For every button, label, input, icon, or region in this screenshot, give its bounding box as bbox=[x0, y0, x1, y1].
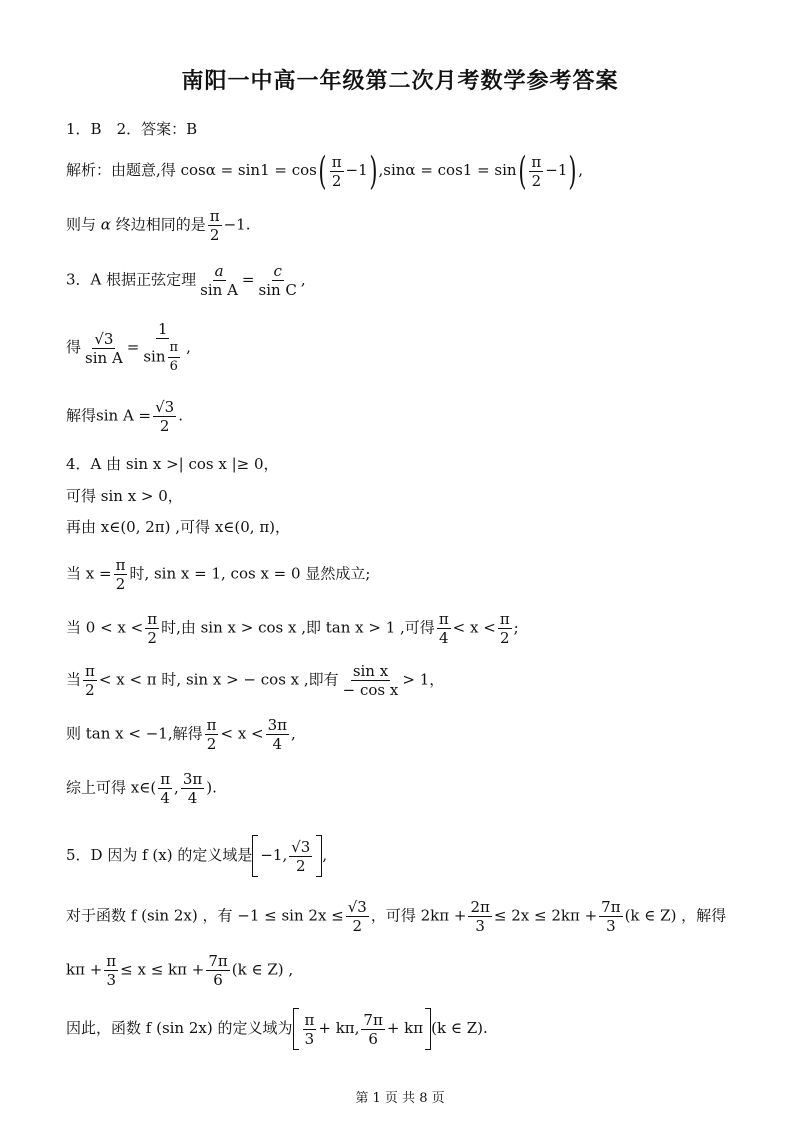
fraction: $\frac{\pi}{4}$ bbox=[438, 610, 449, 647]
fraction: $\frac{\pi}{2}$ bbox=[331, 152, 342, 190]
fraction: $\frac{\pi}{2}$ bbox=[209, 207, 220, 244]
fraction: $\frac{\pi}{6}$ bbox=[169, 340, 179, 374]
fraction: $\frac{\pi}{2}$ bbox=[206, 716, 217, 753]
q4-line-4: 当 x = $\frac{\pi}{2}$ 时, sin x = 1, cos x = 0 显然成立; bbox=[66, 556, 371, 593]
q5-line-4: 因此，函数 f (sin 2x) 的定义域为 $\frac{\pi}{3}$ + kπ, $\frac{7\pi}{6}$ + kπ (k ∈ Z). bbox=[66, 1008, 488, 1050]
page-footer: 第 1 页 共 8 页 bbox=[355, 1091, 445, 1106]
fraction: 1 sin $\frac{\pi}{6}$ bbox=[143, 320, 179, 374]
q4-line-7: 则 tan x < −1,解得 $\frac{\pi}{2}$ < x < $\frac{3\pi}{4}$ , bbox=[66, 716, 296, 753]
fraction: $\frac{\pi}{2}$ bbox=[85, 662, 95, 699]
q3-line-1: 3．A 根据正弦定理 $\frac{a}{\text{sin A}}$ = $\frac{c}{\text{sin C}}$ , bbox=[66, 262, 306, 299]
fraction: $\frac{c}{\text{sin C}}$ bbox=[258, 262, 297, 299]
fraction: $\frac{\pi}{2}$ bbox=[115, 556, 126, 593]
q4-line-1: 4．A 由 sin x >| cos x |≥ 0， bbox=[66, 455, 279, 473]
q4-line-5: 当 0 < x < $\frac{\pi}{2}$ 时,由 sin x > cos x ,即 tan x > 1 ,可得 $\frac{\pi}{4}$ < x < $\frac{\pi}{2}$ ; bbox=[66, 610, 519, 647]
fraction: $\frac{3\pi}{4}$ bbox=[267, 716, 288, 753]
q5-line-1: 5．D 因为 f (x) 的定义域是 −1, $\frac{√3}{2}$ , bbox=[66, 835, 327, 877]
q4-line-3: 再由 x∈(0, 2π) ,可得 x∈(0, π)， bbox=[66, 518, 291, 536]
fraction: $\frac{√3}{2}$ bbox=[155, 398, 175, 435]
fraction: $\frac{\text{sin x}}{\text{− cos x}}$ bbox=[342, 662, 399, 699]
fraction: $\frac{7\pi}{3}$ bbox=[601, 898, 621, 935]
fraction: $\frac{\pi}{3}$ bbox=[106, 952, 117, 989]
fraction: $\frac{a}{\text{sin A}}$ bbox=[200, 262, 238, 299]
fraction: $\frac{\pi}{4}$ bbox=[160, 770, 171, 807]
q2-conclusion-line: 则与 α 终边相同的是 $\frac{\pi}{2}$ −1. bbox=[66, 207, 251, 244]
fraction: $\frac{2\pi}{3}$ bbox=[470, 898, 490, 935]
q3-line-3: 解得sin A = $\frac{√3}{2}$ . bbox=[66, 398, 183, 435]
q4-line-8: 综上可得 x∈( $\frac{\pi}{4}$ , $\frac{3\pi}{4}$ ). bbox=[66, 770, 217, 807]
q3-line-2: 得 $\frac{√3}{\text{sin A}}$ = 1 sin $\frac{\pi}{6}$ , bbox=[66, 320, 191, 374]
q5-line-2: 对于函数 f (sin 2x) ，有 −1 ≤ sin 2x ≤ $\frac{√3}{2}$ ，可得 2kπ + $\frac{2\pi}{3}$ ≤ 2x ≤ 2kπ + $\frac{7\pi}{3}$ (k ∈ Z) ，解得 bbox=[66, 898, 727, 935]
q2-analysis-line: 解析：由题意,得 cosα = sin1 = cos( $\frac{\pi}{2}$ −1),sinα = cos1 = sin( $\frac{\pi}{2}$ −1), bbox=[66, 149, 584, 193]
fraction: $\frac{7\pi}{6}$ bbox=[363, 1010, 383, 1048]
fraction: $\frac{√3}{2}$ bbox=[291, 837, 311, 875]
fraction: $\frac{√3}{\text{sin A}}$ bbox=[85, 329, 123, 367]
q4-line-2: 可得 sin x > 0， bbox=[66, 487, 183, 505]
fraction: $\frac{\pi}{2}$ bbox=[147, 610, 158, 647]
fraction: $\frac{\pi}{2}$ bbox=[531, 152, 542, 190]
page-title: 南阳一中高一年级第二次月考数学参考答案 bbox=[181, 69, 619, 94]
fraction: $\frac{3\pi}{4}$ bbox=[182, 770, 203, 807]
fraction: $\frac{\pi}{3}$ bbox=[304, 1010, 315, 1048]
fraction: $\frac{7\pi}{6}$ bbox=[208, 952, 228, 989]
q4-line-6: 当 $\frac{\pi}{2}$ < x < π 时, sin x > − cos x ,即有 $\frac{\text{sin x}}{\text{− cos x}}$ > 1， bbox=[66, 662, 445, 699]
q5-line-3: kπ + $\frac{\pi}{3}$ ≤ x ≤ kπ + $\frac{7\pi}{6}$ (k ∈ Z) , bbox=[66, 952, 294, 989]
fraction: $\frac{\pi}{2}$ bbox=[499, 610, 510, 647]
q12-header: 1．B 2．答案：B bbox=[66, 120, 198, 138]
fraction: $\frac{√3}{2}$ bbox=[347, 898, 367, 935]
